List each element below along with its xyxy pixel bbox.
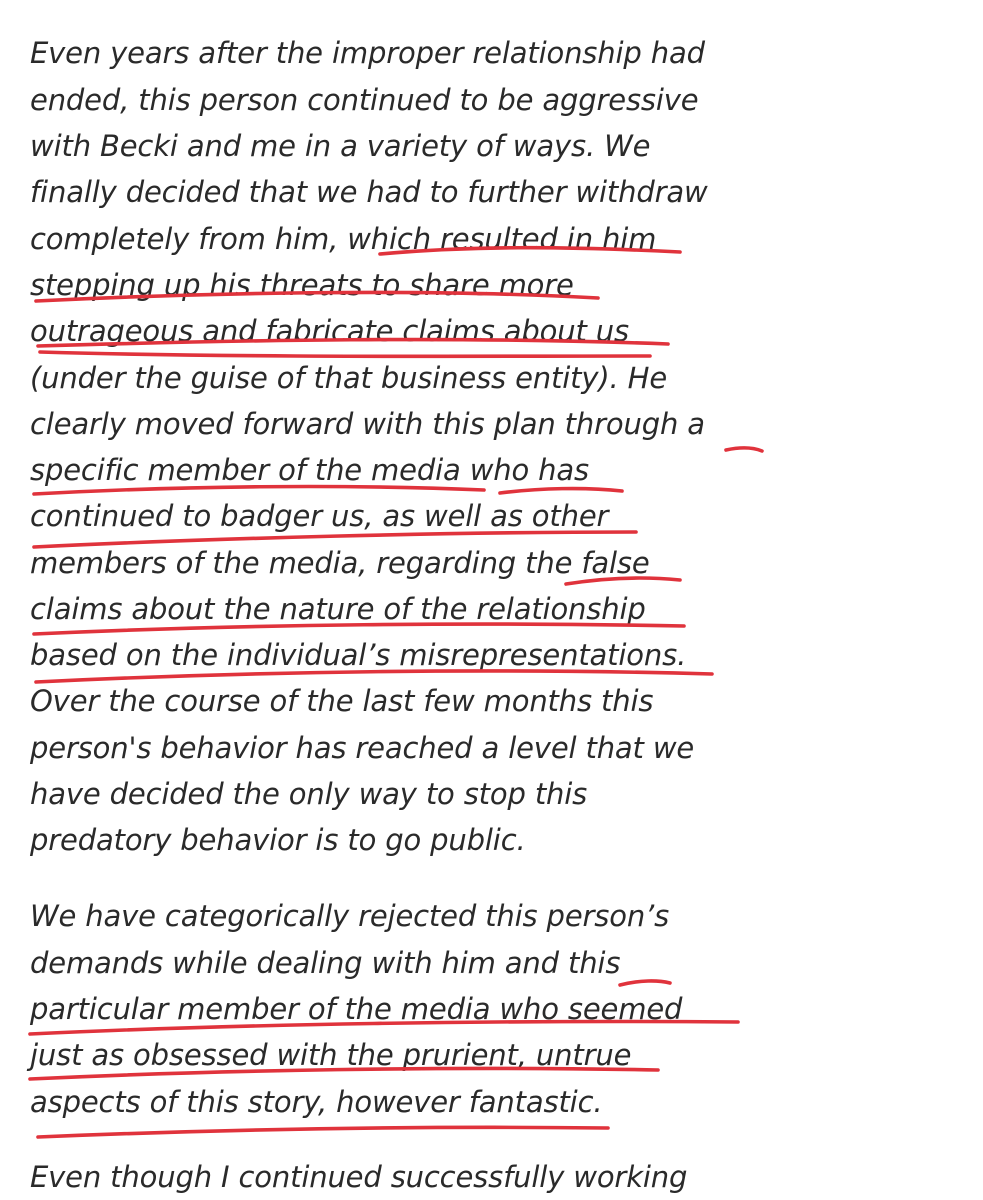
text-line: predatory behavior is to go public.	[30, 823, 526, 857]
text-line: have decided the only way to stop this	[30, 777, 588, 811]
text-line: clearly moved forward with this plan through a	[30, 407, 705, 441]
text-line: claims about the nature of the relationship	[30, 592, 646, 626]
text-line: finally decided that we had to further withdraw	[30, 175, 708, 209]
text-line: stepping up his threats to share more	[30, 268, 574, 302]
text-line: Over the course of the last few months this	[30, 684, 654, 718]
underline-stroke	[726, 448, 762, 451]
text-line: completely from him, which resulted in him	[30, 222, 657, 256]
text-line: demands while dealing with him and this	[30, 946, 621, 980]
text-line: person's behavior has reached a level that we	[30, 731, 695, 765]
text-line: just as obsessed with the prurient, untrue	[30, 1038, 632, 1072]
text-line: ended, this person continued to be aggressive	[30, 83, 699, 117]
text-line: particular member of the media who seemed	[30, 992, 683, 1026]
underline-stroke	[40, 352, 650, 356]
text-line: (under the guise of that business entity). He	[30, 361, 668, 395]
text-line: outrageous and fabricate claims about us	[30, 314, 629, 348]
text-line: with Becki and me in a variety of ways. We	[30, 129, 651, 163]
text-line: based on the individual’s misrepresentations.	[30, 638, 687, 672]
text-line: specific member of the media who has	[30, 453, 589, 487]
text-line: aspects of this story, however fantastic.	[30, 1085, 603, 1119]
underline-stroke	[500, 489, 622, 493]
underline-stroke	[38, 1127, 608, 1137]
text-line: Even years after the improper relationship had	[30, 36, 705, 70]
text-line: continued to badger us, as well as other	[30, 499, 609, 533]
underline-stroke	[620, 981, 670, 985]
text-line: Even though I continued successfully working	[30, 1160, 688, 1194]
text-line: members of the media, regarding the false	[30, 546, 650, 580]
text-line: We have categorically rejected this person’s	[30, 899, 670, 933]
